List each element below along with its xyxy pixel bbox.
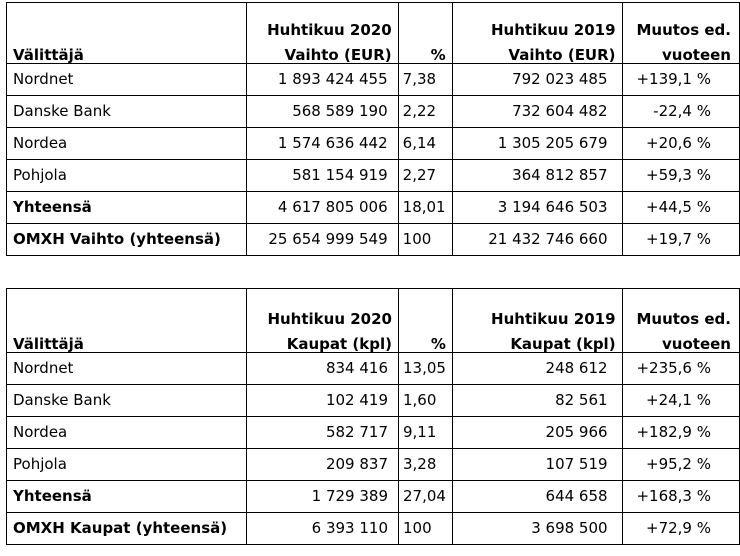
table-row — [7, 160, 740, 192]
value-2020: 582 717 — [247, 417, 399, 449]
header-april-2019: Huhtikuu 2019 Vaihto (EUR) — [452, 3, 622, 64]
broker-name: OMXH Kaupat (yhteensä) — [7, 513, 247, 545]
value-2020: 581 154 919 — [246, 160, 398, 192]
broker-name: Nordnet — [7, 353, 247, 385]
broker-name: Nordnet — [7, 64, 247, 96]
broker-name: Yhteensä — [7, 192, 247, 224]
value-2019: 82 561 — [452, 385, 622, 417]
value-2019: 732 604 482 — [452, 96, 622, 128]
value-2019: 3 698 500 — [452, 513, 622, 545]
change-percent: +168,3 % — [622, 481, 739, 513]
broker-trades-table — [6, 288, 740, 545]
header-april-2019: Huhtikuu 2019 Kaupat (kpl) — [452, 289, 622, 353]
percent-share: 18,01 — [398, 192, 452, 224]
value-2020: 102 419 — [247, 385, 399, 417]
broker-name: Nordea — [7, 128, 247, 160]
header-april-2020: Huhtikuu 2020 Kaupat (kpl) — [247, 289, 399, 353]
table-header-row — [7, 289, 740, 353]
change-percent: +182,9 % — [622, 417, 739, 449]
broker-name: Yhteensä — [7, 481, 247, 513]
header-change: Muutos ed. vuoteen — [622, 289, 739, 353]
value-2020: 1 574 636 442 — [246, 128, 398, 160]
table-row — [7, 417, 740, 449]
header-broker: Välittäjä — [7, 3, 247, 64]
value-2019: 248 612 — [452, 353, 622, 385]
table-row — [7, 96, 740, 128]
percent-share: 13,05 — [398, 353, 452, 385]
broker-turnover-table — [6, 2, 740, 256]
broker-name: Pohjola — [7, 160, 247, 192]
percent-share: 27,04 — [398, 481, 452, 513]
value-2020: 1 729 389 — [247, 481, 399, 513]
change-percent: -22,4 % — [622, 96, 739, 128]
value-2019: 364 812 857 — [452, 160, 622, 192]
change-percent: +44,5 % — [622, 192, 739, 224]
change-percent: +95,2 % — [622, 449, 739, 481]
broker-name: Danske Bank — [7, 96, 247, 128]
table-row — [7, 192, 740, 224]
header-change: Muutos ed. vuoteen — [622, 3, 739, 64]
table-row — [7, 449, 740, 481]
table-row — [7, 224, 740, 256]
value-2020: 834 416 — [247, 353, 399, 385]
change-percent: +19,7 % — [622, 224, 739, 256]
percent-share: 7,38 — [398, 64, 452, 96]
value-2020: 209 837 — [247, 449, 399, 481]
header-april-2020: Huhtikuu 2020 Vaihto (EUR) — [246, 3, 398, 64]
percent-share: 100 — [398, 513, 452, 545]
value-2019: 3 194 646 503 — [452, 192, 622, 224]
percent-share: 100 — [398, 224, 452, 256]
broker-name: OMXH Vaihto (yhteensä) — [7, 224, 247, 256]
broker-name: Nordea — [7, 417, 247, 449]
header-percent: % — [398, 289, 452, 353]
value-2020: 25 654 999 549 — [246, 224, 398, 256]
table-row — [7, 353, 740, 385]
value-2020: 568 589 190 — [246, 96, 398, 128]
value-2019: 107 519 — [452, 449, 622, 481]
value-2020: 1 893 424 455 — [246, 64, 398, 96]
change-percent: +139,1 % — [622, 64, 739, 96]
table-row — [7, 513, 740, 545]
value-2019: 644 658 — [452, 481, 622, 513]
value-2019: 792 023 485 — [452, 64, 622, 96]
broker-name: Pohjola — [7, 449, 247, 481]
percent-share: 1,60 — [398, 385, 452, 417]
value-2019: 205 966 — [452, 417, 622, 449]
value-2019: 1 305 205 679 — [452, 128, 622, 160]
header-broker: Välittäjä — [7, 289, 247, 353]
value-2020: 4 617 805 006 — [246, 192, 398, 224]
change-percent: +24,1 % — [622, 385, 739, 417]
table-header-row — [7, 3, 740, 64]
table-row — [7, 385, 740, 417]
broker-name: Danske Bank — [7, 385, 247, 417]
table-row — [7, 481, 740, 513]
percent-share: 6,14 — [398, 128, 452, 160]
change-percent: +20,6 % — [622, 128, 739, 160]
value-2020: 6 393 110 — [247, 513, 399, 545]
percent-share: 2,22 — [398, 96, 452, 128]
percent-share: 3,28 — [398, 449, 452, 481]
value-2019: 21 432 746 660 — [452, 224, 622, 256]
table-row — [7, 64, 740, 96]
change-percent: +235,6 % — [622, 353, 739, 385]
percent-share: 2,27 — [398, 160, 452, 192]
change-percent: +72,9 % — [622, 513, 739, 545]
header-percent: % — [398, 3, 452, 64]
table-row — [7, 128, 740, 160]
change-percent: +59,3 % — [622, 160, 739, 192]
percent-share: 9,11 — [398, 417, 452, 449]
